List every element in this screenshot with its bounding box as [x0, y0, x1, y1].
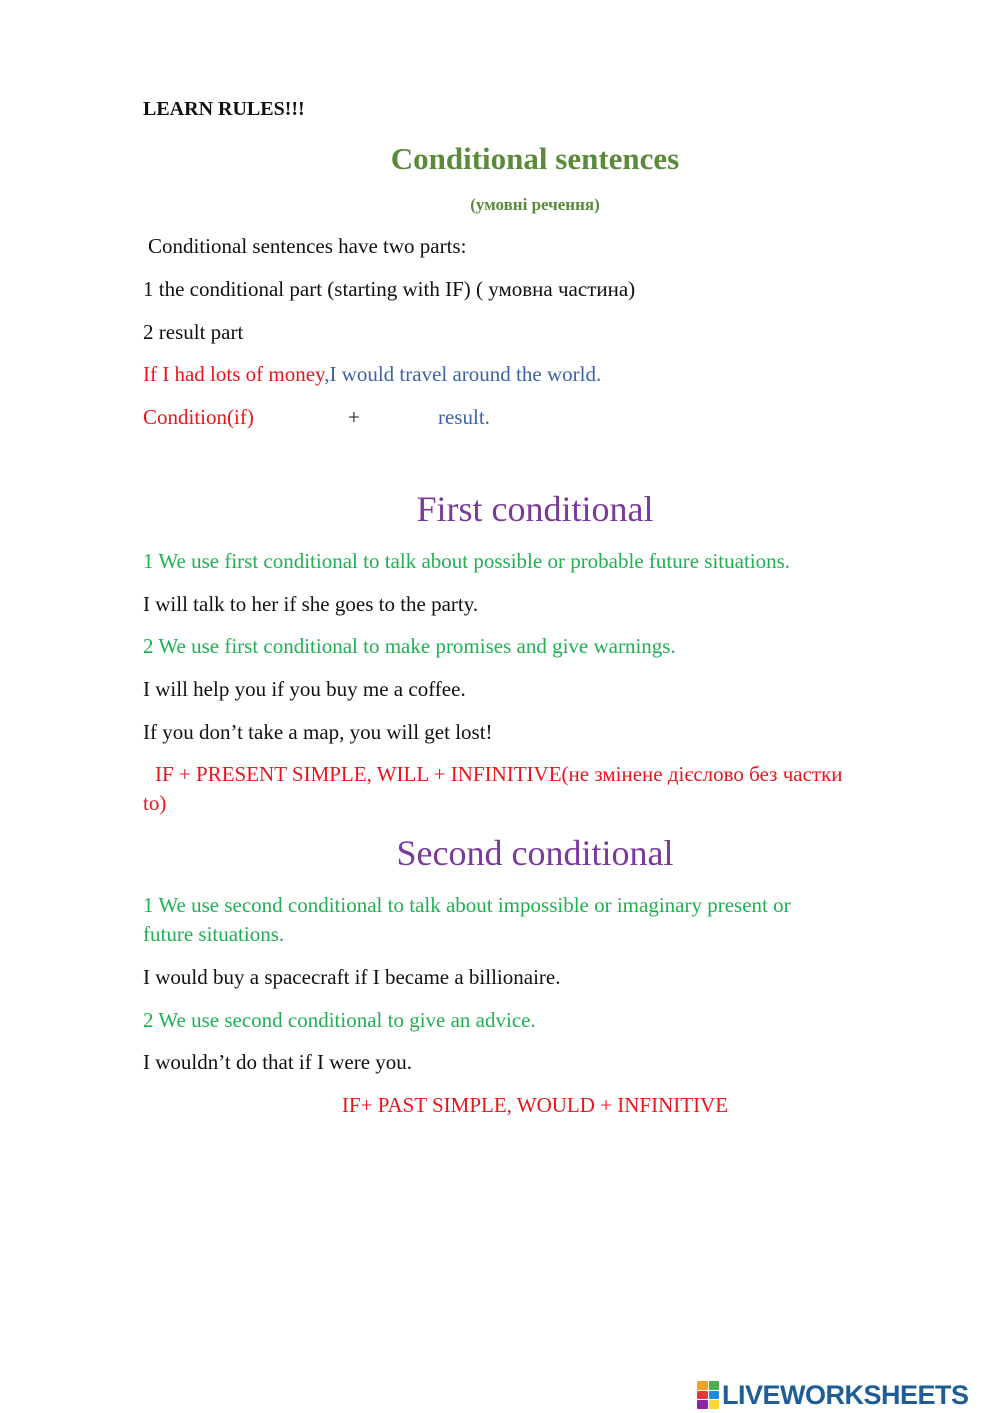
- first-conditional-rule-2: 2 We use first conditional to make promises and give warnings.: [143, 634, 676, 658]
- second-conditional-rule-1-line-2: future situations.: [143, 922, 285, 946]
- second-conditional-example-2: I wouldn’t do that if I were you.: [143, 1050, 413, 1074]
- first-conditional-example-2: I will help you if you buy me a coffee.: [143, 677, 466, 701]
- second-conditional-example-1: I would buy a spacecraft if I became a billionaire.: [143, 965, 561, 989]
- formula-result: result.: [438, 405, 490, 429]
- logo-square: [709, 1391, 720, 1400]
- first-conditional-formula-line-2: to): [143, 791, 167, 815]
- second-conditional-title: Second conditional: [396, 833, 674, 873]
- first-conditional-title: First conditional: [416, 489, 654, 529]
- formula-condition: Condition(if): [143, 405, 254, 429]
- second-conditional-rule-2: 2 We use second conditional to give an advice.: [143, 1008, 536, 1032]
- second-conditional-formula: IF+ PAST SIMPLE, WOULD + INFINITIVE: [341, 1093, 729, 1117]
- page-title: Conditional sentences: [390, 141, 680, 176]
- first-conditional-rule-1: 1 We use first conditional to talk about possible or probable future situations.: [143, 549, 791, 573]
- intro-part-1: 1 the conditional part (starting with IF) ( умовна частина): [143, 277, 636, 301]
- second-conditional-rule-1-line-1: 1 We use second conditional to talk about impossible or imaginary present or: [143, 893, 791, 917]
- learn-rules-heading: LEARN RULES!!!: [143, 98, 305, 120]
- example-condition: If I had lots of money: [143, 362, 325, 386]
- logo-square: [697, 1381, 708, 1390]
- logo-square: [709, 1381, 720, 1390]
- first-conditional-example-1: I will talk to her if she goes to the party.: [143, 592, 479, 616]
- intro-example: [143, 360, 601, 389]
- logo-square: [697, 1391, 708, 1400]
- example-result: I would travel around the world.: [329, 362, 602, 386]
- intro-parts-line: Conditional sentences have two parts:: [148, 234, 467, 258]
- liveworksheets-logo[interactable]: [697, 1378, 969, 1412]
- first-conditional-example-3: If you don’t take a map, you will get lost!: [143, 720, 493, 744]
- page-subtitle: (умовні речення): [470, 195, 600, 214]
- brand-name: LIVEWORKSHEETS: [722, 1379, 969, 1410]
- logo-square: [697, 1400, 708, 1409]
- formula-plus: +: [348, 405, 360, 429]
- liveworksheets-logo-icon: [697, 1381, 719, 1409]
- example-comma: ,: [324, 362, 330, 386]
- first-conditional-formula-line-1: IF + PRESENT SIMPLE, WILL + INFINITIVE(не змінене дієслово без частки: [155, 762, 843, 786]
- logo-square: [709, 1400, 720, 1409]
- intro-part-2: 2 result part: [143, 320, 244, 344]
